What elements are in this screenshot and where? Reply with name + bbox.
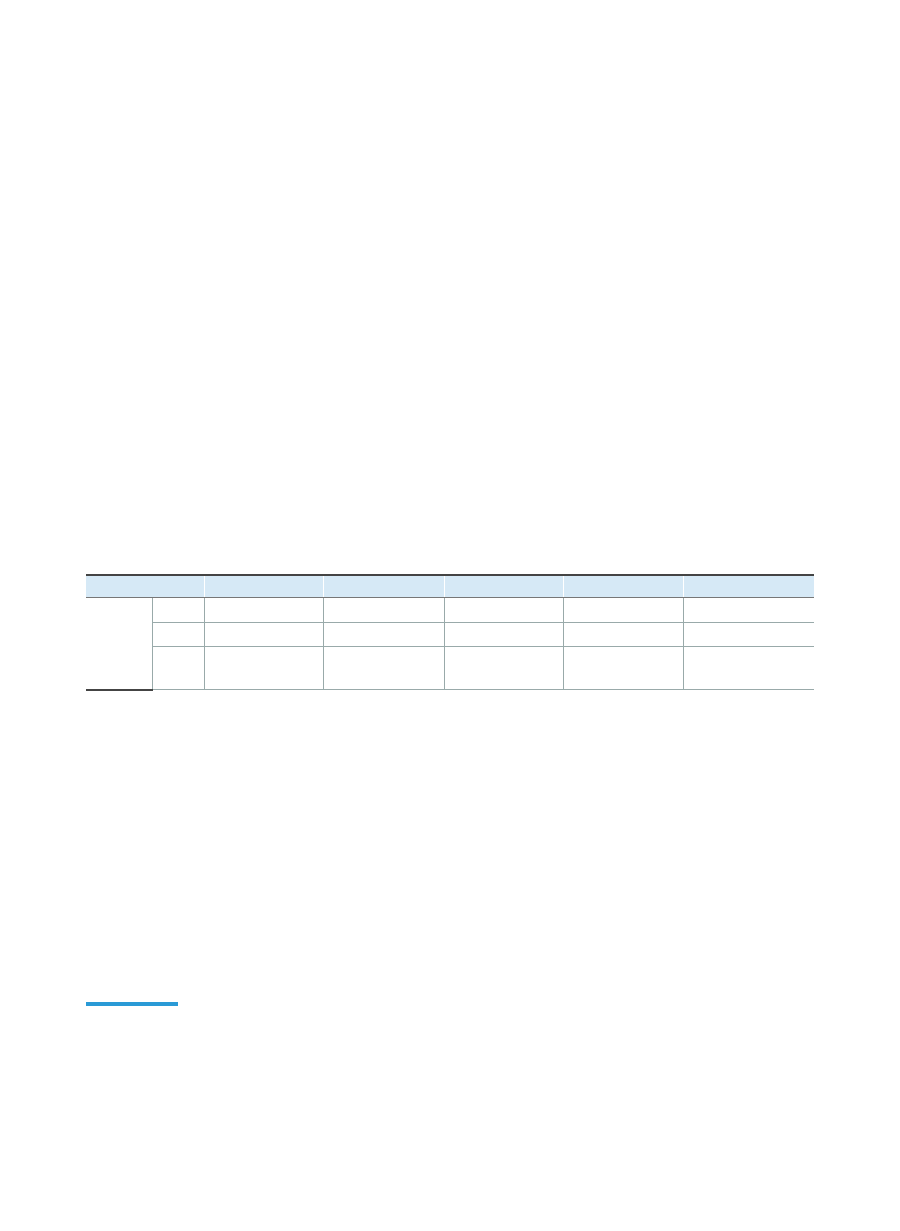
header-lee-jonggeol xyxy=(563,575,683,598)
table-cell xyxy=(563,622,683,647)
table-cell xyxy=(323,622,444,647)
table-cell xyxy=(204,622,323,647)
table-cell xyxy=(563,647,683,690)
group-cell xyxy=(86,598,152,690)
left-column xyxy=(88,168,436,198)
table-row xyxy=(86,598,814,623)
row-header-cell xyxy=(152,647,204,690)
table-cell xyxy=(323,647,444,690)
table-row xyxy=(86,622,814,647)
table-cell xyxy=(204,647,323,690)
header-kim-yongtae xyxy=(683,575,814,598)
comparison-table xyxy=(86,574,814,691)
table-row xyxy=(86,647,814,690)
table-cell xyxy=(683,598,814,623)
table-header-row xyxy=(86,575,814,598)
table-cell xyxy=(204,598,323,623)
table-cell xyxy=(323,598,444,623)
table-cell xyxy=(683,647,814,690)
row-header-cell xyxy=(152,598,204,623)
row-header-cell xyxy=(152,622,204,647)
page-footer xyxy=(812,1166,816,1185)
right-column xyxy=(468,168,814,258)
table-cell xyxy=(683,622,814,647)
header-category xyxy=(86,575,204,598)
header-kim-gijun xyxy=(444,575,563,598)
header-kim-gisik xyxy=(323,575,444,598)
table-cell xyxy=(444,647,563,690)
header-government xyxy=(204,575,323,598)
footnote-divider xyxy=(86,1002,178,1006)
table-cell xyxy=(444,598,563,623)
table-cell xyxy=(563,598,683,623)
table-cell xyxy=(444,622,563,647)
